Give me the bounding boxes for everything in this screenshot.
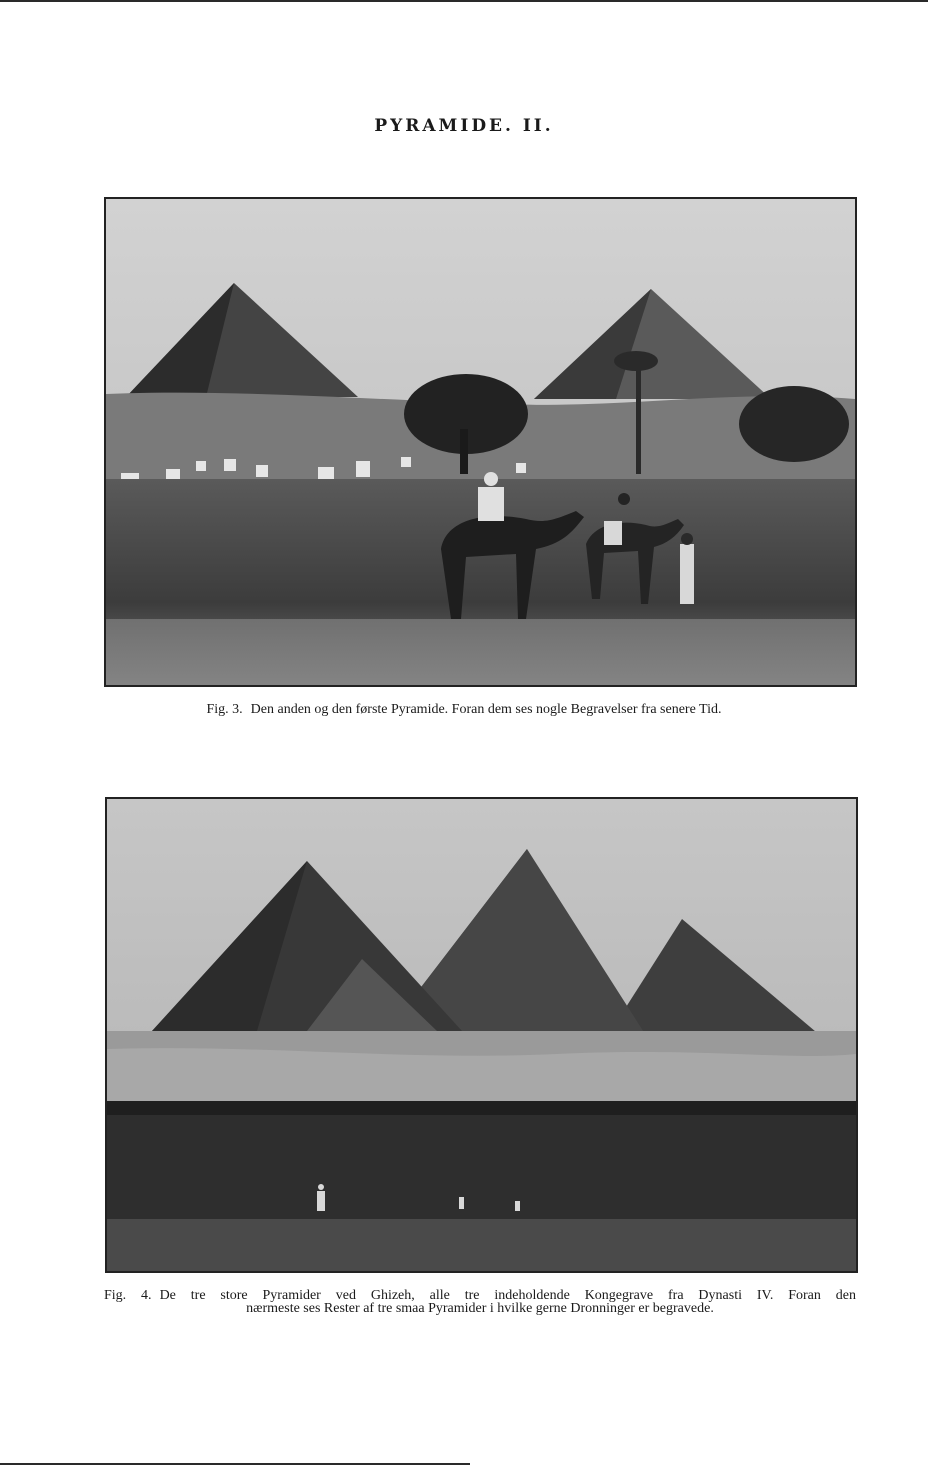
tree-right: [739, 386, 849, 462]
figure-4-caption-line-1: De tre store Pyramider ved Ghizeh, alle tre indeholdende Kongegrave fra Dynasti IV. Foran den: [159, 1288, 856, 1303]
figure-3-illustration: [106, 199, 855, 685]
figure-4-caption-line-2: nærmeste ses Rester af tre smaa Pyramider i hvilke gerne Dronninger er begravede.: [246, 1301, 714, 1316]
figure-4-photo: [105, 797, 858, 1273]
figure-4-number: Fig. 4.: [104, 1288, 152, 1303]
page-title: PYRAMIDE. II.: [374, 116, 554, 136]
bottom-edge-rule: [0, 1463, 470, 1465]
figure-4-caption: [104, 1289, 856, 1315]
palm-trunk: [636, 359, 641, 474]
figure-3-caption: [0, 702, 928, 718]
figure-3-photo: [104, 197, 857, 687]
top-edge-rule: [0, 0, 928, 2]
figure-3-number: Fig. 3.: [206, 702, 243, 717]
figure-3-caption-text: Den anden og den første Pyramide. Foran dem ses nogle Begravelser fra senere Tid.: [250, 702, 722, 717]
figure-4-illustration: [107, 799, 856, 1271]
